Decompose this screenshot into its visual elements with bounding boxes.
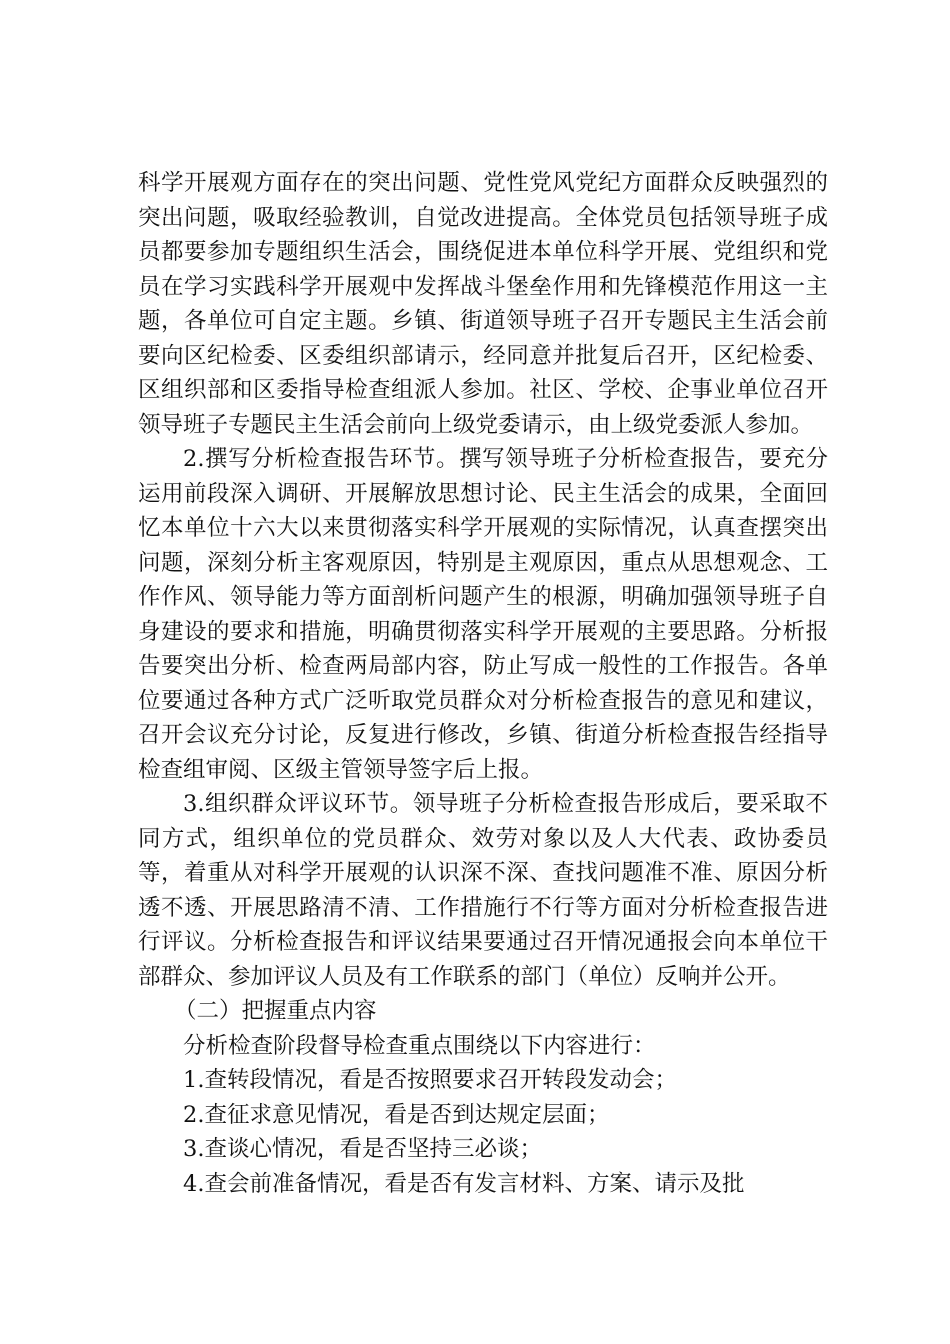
document-body	[138, 166, 828, 1201]
paragraph-analysis-report: 2.撰写分析检查报告环节。撰写领导班子分析检查报告，要充分运用前段深入调研、开展解放思想讨论、民主生活会的成果，全面回忆本单位十六大以来贯彻落实科学开展观的实际情况，认真查摆突出问题，深刻分析主客观原因，特别是主观原因，重点从思想观念、工作作风、领导能力等方面剖析问题产生的根源，明确加强领导班子自身建设的要求和措施，明确贯彻落实科学开展观的主要思路。分析报告要突出分析、检查两局部内容，防止写成一般性的工作报告。各单位要通过各种方式广泛听取党员群众对分析检查报告的意见和建议，召开会议充分讨论，反复进行修改，乡镇、街道分析检查报告经指导检查组审阅、区级主管领导签字后上报。	[138, 446, 828, 783]
paragraph-continued: 科学开展观方面存在的突出问题、党性党风党纪方面群众反映强烈的突出问题，吸取经验教训，自觉改进提高。全体党员包括领导班子成员都要参加专题组织生活会，围绕促进本单位科学开展、党组织和党员在学习实践科学开展观中发挥战斗堡垒作用和先锋模范作用这一主题，各单位可自定主题。乡镇、街道领导班子召开专题民主生活会前要向区纪检委、区委组织部请示，经同意并批复后召开，区纪检委、区组织部和区委指导检查组派人参加。社区、学校、企事业单位召开领导班子专题民主生活会前向上级党委请示，由上级党委派人参加。	[138, 170, 828, 438]
section-intro: 分析检查阶段督导检查重点围绕以下内容进行：	[183, 1032, 656, 1059]
paragraph-public-review: 3.组织群众评议环节。领导班子分析检查报告形成后，要采取不同方式，组织单位的党员群众、效劳对象以及人大代表、政协委员等，着重从对科学开展观的认识深不深、查找问题准不准、原因分析透不透、开展思路清不清、工作措施行不行等方面对分析检查报告进行评议。分析检查报告和评议结果要通过召开情况通报会向本单位干部群众、参加评议人员及有工作联系的部门（单位）反响并公开。	[138, 791, 828, 990]
list-item: 1.查转段情况，看是否按照要求召开转段发动会；	[183, 1067, 677, 1093]
list-item: 4.查会前准备情况，看是否有发言材料、方案、请示及批	[183, 1170, 745, 1197]
list-item: 3.查谈心情况，看是否坚持三必谈；	[183, 1136, 542, 1162]
list-item: 2.查征求意见情况，看是否到达规定层面；	[183, 1101, 610, 1128]
section-heading: （二）把握重点内容	[174, 998, 377, 1024]
